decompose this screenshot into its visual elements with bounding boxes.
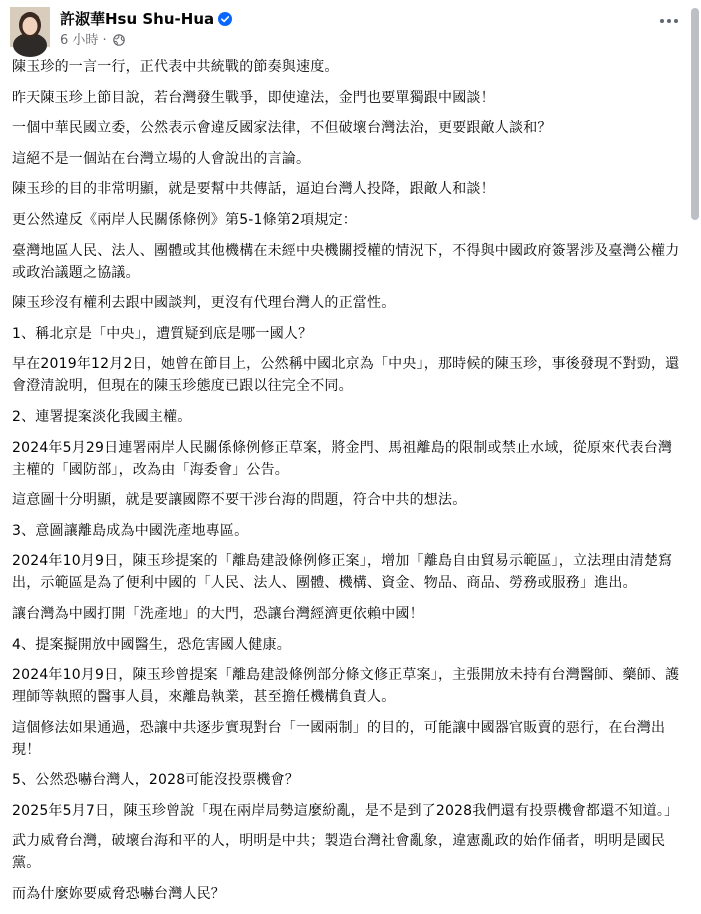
avatar-photo	[10, 7, 50, 47]
post-paragraph: 而為什麼妳要威脅恐嚇台灣人民？	[12, 886, 225, 903]
verified-badge-icon	[218, 12, 232, 26]
more-options-button[interactable]	[655, 10, 683, 32]
post-paragraph: 3、意圖讓離島成為中國洗產地專區。	[12, 522, 249, 539]
post-paragraph: 2025年5月7日，陳玉珍曾說「現在兩岸局勢這麼紛亂，是不是到了2028我們還有投票機會都還不知道。」	[12, 802, 679, 819]
post-timestamp[interactable]: 6 小時	[60, 33, 99, 48]
scrollbar-thumb[interactable]	[691, 8, 699, 220]
post-header	[0, 0, 701, 56]
post-meta	[60, 29, 125, 48]
post-paragraph: 臺灣地區人民、法人、團體或其他機構在未經中央機關授權的情況下，不得與中國政府簽署涉及臺灣公權力或政治議題之協議。	[12, 242, 680, 281]
author-name[interactable]	[60, 8, 232, 29]
post-paragraph: 陳玉珍的一言一行，正代表中共統戰的節奏與速度。	[12, 59, 339, 75]
post-paragraph: 早在2019年12月2日，她曾在節目上，公然稱中國北京為「中央」，那時候的陳玉珍，事後發現不對勁，還會澄清說明，但現在的陳玉珍態度已跟以往完全不同。	[12, 356, 680, 395]
post-paragraph: 2024年10月9日，陳玉珍曾提案「離島建設條例部分條文修正草案」，主張開放未持有台灣醫師、藥師、護理師等執照的醫事人員，來離島執業，甚至擔任機構負責人。	[12, 667, 680, 706]
post-paragraph: 陳玉珍沒有權利去跟中國談判，更沒有代理台灣人的正當性。	[12, 295, 396, 312]
post-body	[12, 56, 684, 914]
meta-separator: ·	[102, 33, 107, 48]
post-paragraph: 更公然違反《兩岸人民關係條例》第5-1條第2項規定：	[12, 211, 357, 228]
post-paragraph: 4、提案擬開放中國醫生，恐危害國人健康。	[12, 636, 291, 653]
more-options-icon	[674, 19, 678, 23]
post-paragraph: 1、稱北京是「中央」，遭質疑到底是哪一國人？	[12, 325, 313, 342]
post-paragraph: 5、公然恐嚇台灣人，2028可能沒投票機會？	[12, 772, 299, 789]
post-paragraph: 2024年5月29日連署兩岸人民關係條例修正草案，將金門、馬祖離島的限制或禁止水域，從原來代表台灣主權的「國防部」，改為由「海委會」公告。	[12, 439, 673, 478]
post-paragraph: 2、連署提案淡化我國主權。	[12, 408, 192, 425]
author-avatar[interactable]	[10, 7, 50, 47]
post-paragraph: 這意圖十分明顯，就是要讓國際不要干涉台海的問題，符合中共的想法。	[12, 492, 467, 509]
post-paragraph: 讓台灣為中國打開「洗產地」的大門，恐讓台灣經濟更依賴中國！	[12, 605, 424, 622]
more-options-icon	[667, 19, 671, 23]
author-name-text[interactable]: 許淑華Hsu Shu-Hua	[60, 10, 215, 28]
post-paragraph: 昨天陳玉珍上節目說，若台灣發生戰爭，即使違法，金門也要單獨跟中國談！	[12, 89, 495, 106]
post-paragraph: 2024年10月9日，陳玉珍提案的「離島建設條例修正案」，增加「離島自由貿易示範區」，立法理由清楚寫出，示範區是為了便利中國的「人民、法人、團體、機構、資金、物品、商品、勞務或服務」進出。	[12, 553, 673, 592]
more-options-icon	[660, 19, 664, 23]
post-paragraph: 一個中華民國立委，公然表示會違反國家法律，不但破壞台灣法治，更要跟敵人談和？	[12, 120, 552, 137]
post-paragraph: 這絕不是一個站在台灣立場的人會說出的言論。	[12, 150, 311, 167]
post-paragraph: 這個修法如果通過，恐讓中共逐步實現對台「一國兩制」的目的，可能讓中國器官販賣的惡行，在台灣出現！	[12, 719, 666, 758]
post-paragraph: 武力威脅台灣，破壞台海和平的人，明明是中共；製造台灣社會亂象，違憲亂政的始作俑者，明明是國民黨。	[12, 833, 666, 872]
globe-icon	[113, 34, 125, 46]
post-paragraph: 陳玉珍的目的非常明顯，就是要幫中共傳話，逼迫台灣人投降，跟敵人和談！	[12, 181, 495, 198]
